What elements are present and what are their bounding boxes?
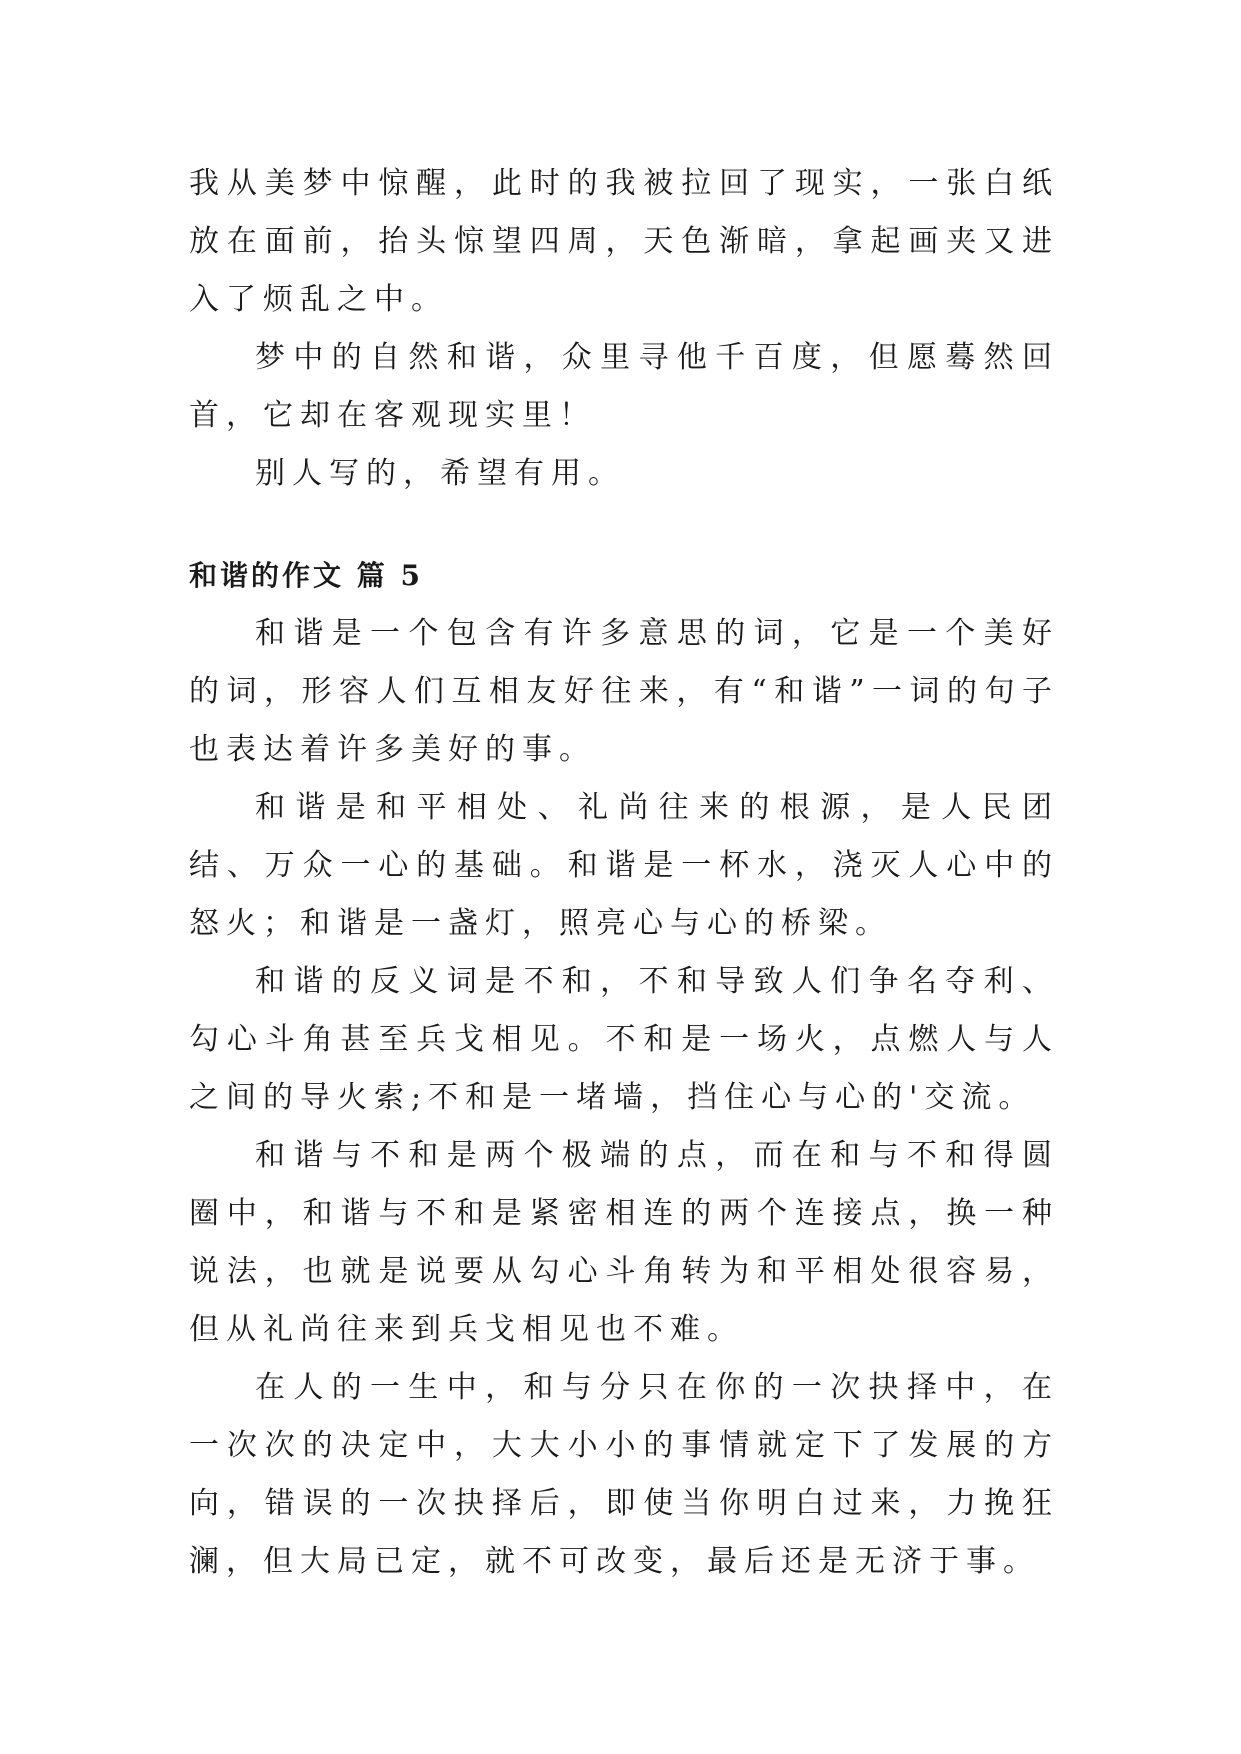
paragraph-note: 别人写的，希望有用。 bbox=[255, 456, 625, 491]
section-title: 和谐的作文 篇 5 bbox=[189, 559, 423, 592]
paragraph-3: 和谐的反义词是不和，不和导致人们争名夺利、勾心斗角甚至兵戈相见。不和是一场火，点燃人与人之间的导火索;不和是一堵墙，挡住心与心的'交流。 bbox=[189, 964, 1059, 1115]
paragraph-4: 和谐与不和是两个极端的点，而在和与不和得圆圈中，和谐与不和是紧密相连的两个连接点，换一种说法，也就是说要从勾心斗角转为和平相处很容易，但从礼尚往来到兵戈相见也不难。 bbox=[189, 1138, 1059, 1347]
paragraph-2: 和谐是和平相处、礼尚往来的根源，是人民团结、万众一心的基础。和谐是一杯水，浇灭人心中的怒火；和谐是一盏灯，照亮心与心的桥梁。 bbox=[189, 790, 1059, 941]
paragraph-awaken: 我从美梦中惊醒，此时的我被拉回了现实，一张白纸放在面前，抬头惊望四周，天色渐暗，拿起画夹又进入了烦乱之中。 bbox=[189, 166, 1059, 317]
document-page bbox=[189, 155, 1059, 1591]
section-gap bbox=[189, 503, 1059, 547]
paragraph-1: 和谐是一个包含有许多意思的词，它是一个美好的词，形容人们互相友好往来，有“和谐”一词的句子也表达着许多美好的事。 bbox=[189, 616, 1059, 767]
paragraph-5: 在人的一生中，和与分只在你的一次抉择中，在一次次的决定中，大大小小的事情就定下了发展的方向，错误的一次抉择后，即使当你明白过来，力挽狂澜，但大局已定，就不可改变，最后还是无济于事。 bbox=[189, 1370, 1059, 1579]
paragraph-dream-harmony: 梦中的自然和谐，众里寻他千百度，但愿蓦然回首，它却在客观现实里！ bbox=[189, 340, 1059, 433]
